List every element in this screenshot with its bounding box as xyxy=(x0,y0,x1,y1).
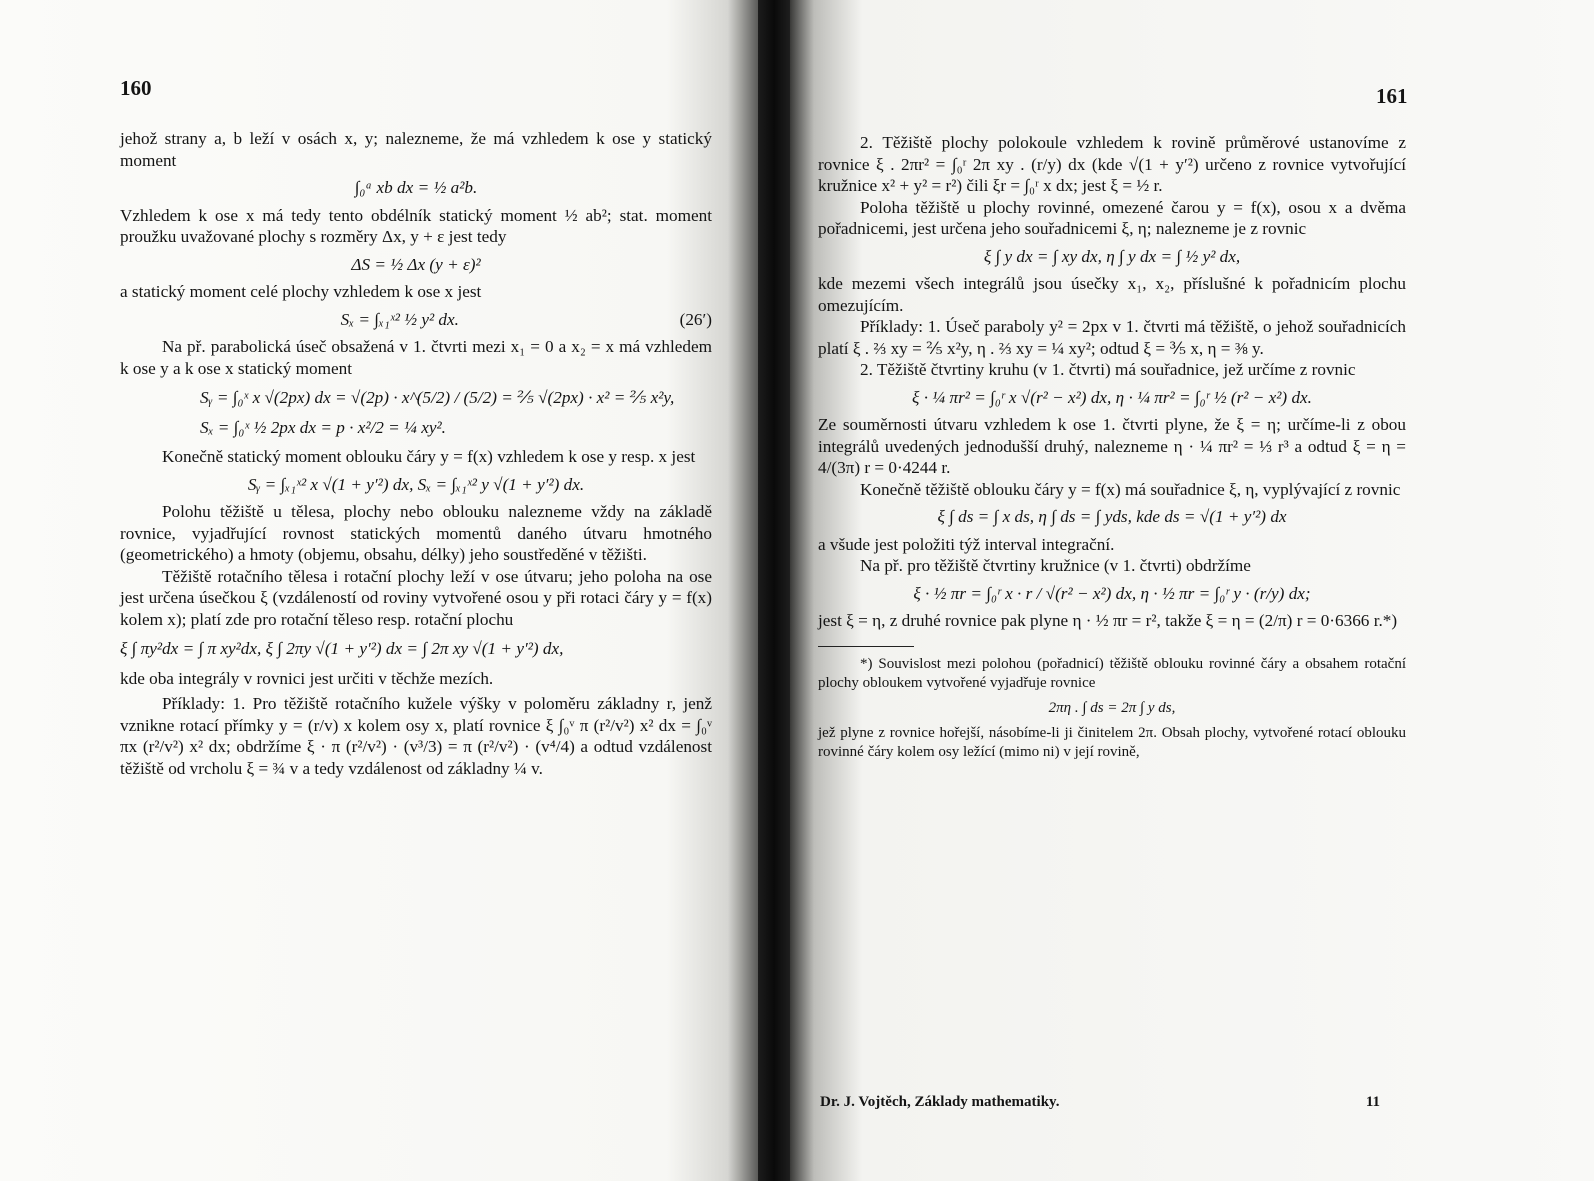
equation-number: (26′) xyxy=(679,309,712,329)
paragraph: 2. Těžiště plochy polokoule vzhledem k rovině průměrové ustanovíme z rovnice ξ . 2πr² = ∫₀ʳ 2π xy . (r/y) dx (kde √(1 + y′²) určeno z rovnice vytvořující kružnice x² + y² = r²) čili ξr = ∫₀ʳ x dx; jest ξ = ½ r. xyxy=(818,133,1406,195)
example-paragraph: Příklady: 1. Úseč paraboly y² = 2px v 1. čtvrti má těžiště, o jehož souřadnicích platí ξ . ⅔ xy = ⅖ x²y, η . ⅔ xy = ¼ xy²; odtud ξ = ⅗ x, η = ⅜ y. xyxy=(818,317,1406,358)
paragraph: Na př. pro těžiště čtvrtiny kružnice (v 1. čtvrti) obdržíme xyxy=(860,556,1251,575)
right-page xyxy=(790,0,1594,1181)
footnote-continuation: jež plyne z rovnice hořejší, násobíme-li ji činitelem 2π. Obsah plochy, vytvořené rotací oblouku rovinné čáry kolem osy ležící (mimo ni) v její rovině, xyxy=(818,724,1406,760)
footnote-equation: 2πη . ∫ ds = 2π ∫ y ds, xyxy=(1048,699,1176,716)
equation: Sᵧ = ∫ₓ₁ˣ² x √(1 + y′²) dx, Sₓ = ∫ₓ₁ˣ² y √(1 + y′²) dx. xyxy=(247,474,585,494)
paragraph: 2. Těžiště čtvrtiny kruhu (v 1. čtvrti) má souřadnice, jež určíme z rovnic xyxy=(860,360,1356,379)
left-page xyxy=(0,0,758,1181)
paragraph: a statický moment celé plochy vzhledem k ose x jest xyxy=(120,282,482,301)
paragraph: kde mezemi všech integrálů jsou úsečky x₁, x₂, příslušné k pořadnicím plochu omezujícím. xyxy=(818,274,1406,315)
paragraph: jehož strany a, b leží v osách x, y; nalezneme, že má vzhledem k ose y statický moment xyxy=(120,129,712,170)
paragraph: kde oba integrály v rovnici jest určiti v těchže mezích. xyxy=(120,668,494,688)
equation: ΔS = ½ Δx (y + ε)² xyxy=(351,254,481,274)
book-spine xyxy=(758,0,790,1181)
paragraph: Vzhledem k ose x má tedy tento obdélník statický moment ½ ab²; stat. moment proužku uvažované plochy s rozměry Δx, y + ε jest tedy xyxy=(120,205,712,246)
page-footer xyxy=(820,1094,1380,1111)
equation: ξ · ½ πr = ∫₀ʳ x · r / √(r² − x²) dx, η · ½ πr = ∫₀ʳ y · (r/y) dx; xyxy=(913,583,1311,603)
page-number-right: 161 xyxy=(1376,84,1408,108)
equation: ξ · ¼ πr² = ∫₀ʳ x √(r² − x²) dx, η · ¼ πr² = ∫₀ʳ ½ (r² − x²) dx. xyxy=(912,387,1312,407)
paragraph: Konečně statický moment oblouku čáry y = f(x) vzhledem k ose y resp. x jest xyxy=(162,447,696,466)
footer-signature: Dr. J. Vojtěch, Základy mathematiky. xyxy=(820,1094,1060,1110)
paragraph: Polohu těžiště u tělesa, plochy nebo oblouku nalezneme vždy na základě rovnice, vyjadřující rovnost statických momentů daného útvaru hmotného (geometrického) a hmoty (objemu, obsahu, délky) jeho soustředěné v těžišti. xyxy=(120,502,712,564)
equation: Sₓ = ∫₀ˣ ½ 2px dx = p · x²/2 = ¼ xy². xyxy=(200,417,446,437)
paragraph: Poloha těžiště u plochy rovinné, omezené čarou y = f(x), osou x a dvěma pořadnicemi, jest určena jeho souřadnicemi ξ, η; nalezneme je z rovnic xyxy=(818,197,1406,238)
footnote: *) Souvislost mezi polohou (pořadnicí) těžiště oblouku rovinné čáry a obsahem rotační plochy obloukem vytvořené vyjadřuje rovnice xyxy=(818,655,1406,691)
paragraph: Na př. parabolická úseč obsažená v 1. čtvrti mezi x₁ = 0 a x₂ = x má vzhledem k ose y a k ose x statický moment xyxy=(120,337,712,378)
paragraph: a všude jest položiti týž interval integrační. xyxy=(818,534,1115,554)
page-number-left: 160 xyxy=(120,76,152,100)
equation-26-prime xyxy=(120,309,712,331)
equation: ξ ∫ πy²dx = ∫ π xy²dx, ξ ∫ 2πy √(1 + y′²) dx = ∫ 2π xy √(1 + y′²) dx, xyxy=(120,639,564,658)
equation: ξ ∫ y dx = ∫ xy dx, η ∫ y dx = ∫ ½ y² dx, xyxy=(983,246,1241,266)
equation-body: Sₓ = ∫ₓ₁ˣ² ½ y² dx. xyxy=(340,309,459,329)
left-text-column xyxy=(120,128,712,779)
equation: Sᵧ = ∫₀ˣ x √(2px) dx = √(2p) · x^(5/2) / (5/2) = ⅖ √(2px) · x² = ⅖ x²y, xyxy=(200,388,675,407)
right-text-column xyxy=(818,132,1406,762)
paragraph: Konečně těžiště oblouku čáry y = f(x) má souřadnice ξ, η, vyplývající z rovnic xyxy=(860,479,1401,499)
footnote-rule xyxy=(818,646,914,647)
paragraph: Těžiště rotačního tělesa i rotační plochy leží v ose útvaru; jeho poloha na ose jest určena úsečkou ξ (vzdáleností od roviny vytvořené osou y při rotaci čáry y = f(x) kolem x); platí zde pro rotační těleso resp. rotační plochu xyxy=(120,566,712,629)
equation: ∫₀ᵃ xb dx = ½ a²b. xyxy=(354,178,478,197)
paragraph: jest ξ = η, z druhé rovnice pak plyne η · ½ πr = r², takže ξ = η = (2/π) r = 0·6366 r.*) xyxy=(818,611,1398,630)
footer-sheet-number: 11 xyxy=(1365,1094,1380,1110)
example-paragraph: Příklady: 1. Pro těžiště rotačního kužele výšky v poloměru základny r, jenž vznikne rotací přímky y = (r/v) x kolem osy x, platí rovnice ξ ∫₀ᵛ π (r²/v²) x² dx = ∫₀ᵛ πx (r²/v²) x² dx; obdržíme ξ · π (r²/v²) · (v³/3) = π (r²/v²) · (v⁴/4) a odtud vzdálenost těžiště od vrcholu ξ = ¾ v a tedy vzdálenost od základny ¼ v. xyxy=(120,694,712,778)
paragraph: Ze souměrnosti útvaru vzhledem k ose 1. čtvrti plyne, že ξ = η; určíme-li z obou integrálů uvedených jednodušší druhý, nalezneme η · ¼ πr² = ⅓ r³ a odtud ξ = η = 4/(3π) r = 0·4244 r. xyxy=(818,415,1406,477)
equation: ξ ∫ ds = ∫ x ds, η ∫ ds = ∫ yds, kde ds = √(1 + y′²) dx xyxy=(937,507,1287,526)
